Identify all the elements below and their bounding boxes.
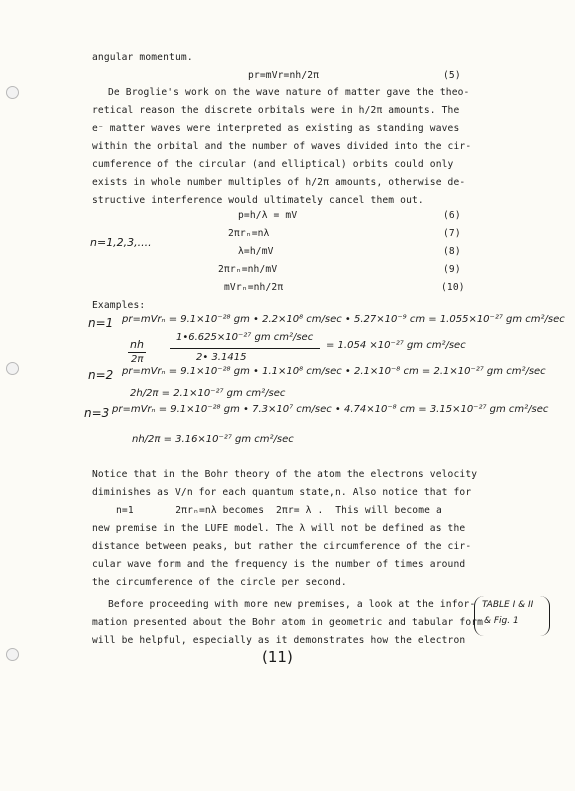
nh-fraction-top: nh [130,338,144,351]
nh-denominator: 2• 3.1415 [196,352,247,363]
paragraph-1-line: e⁻ matter waves were interpreted as existing as standing waves [92,123,460,134]
example-n1-equation: pr=mVrₙ = 9.1×10⁻²⁸ gm • 2.2×10⁸ cm/sec • 5.27×10⁻⁹ cm = 1.055×10⁻²⁷ gm cm²/sec [122,314,565,325]
example-n1-label: n=1 [88,316,114,330]
nh-numerator: 1•6.625×10⁻²⁷ gm cm²/sec [176,332,314,343]
nh-result: = 1.054 ×10⁻²⁷ gm cm²/sec [326,340,466,351]
nh-fraction-bar [128,352,146,353]
paragraph-2-line: new premise in the LUFE model. The λ will not be defined as the [92,523,466,534]
equation-8-number: (8) [443,246,461,257]
equation-5-number: (5) [443,70,461,81]
punch-hole-bottom [6,648,19,661]
example-n2-equation: pr=mVrₙ = 9.1×10⁻²⁸ gm • 1.1×10⁸ cm/sec • 2.1×10⁻⁸ cm = 2.1×10⁻²⁷ gm cm²/sec [122,366,546,377]
punch-hole-top [6,86,19,99]
punch-hole-middle [6,362,19,375]
example-n3-nh: nh/2π = 3.16×10⁻²⁷ gm cm²/sec [132,434,294,445]
equation-7: 2πrₙ=nλ [228,228,270,239]
example-n2-nh: 2h/2π = 2.1×10⁻²⁷ gm cm²/sec [130,388,286,399]
paragraph-1-line: De Broglie's work on the wave nature of matter gave the theo- [108,87,470,98]
paragraph-2-line: the circumference of the circle per second. [92,577,347,588]
equation-6: p=h/λ = mV [238,210,298,221]
equation-6-number: (6) [443,210,461,221]
margin-note-line: & Fig. 1 [484,616,519,626]
equation-10: mVrₙ=nh/2π [224,282,284,293]
paragraph-1-line: exists in whole number multiples of h/2π amounts, otherwise de- [92,177,466,188]
paragraph-3-line: mation presented about the Bohr atom in geometric and tabular form [92,617,484,628]
paragraph-1-line: within the orbital and the number of waves divided into the cir- [92,141,472,152]
equation-5: pr=mVr=nh/2π [248,70,320,81]
page-number: (11) [262,648,293,666]
n-values-label: n=1,2,3,.... [90,236,152,249]
paragraph-2-line: Notice that in the Bohr theory of the atom the electrons velocity [92,469,478,480]
equation-9-number: (9) [443,264,461,275]
paragraph-1-line: structive interference would ultimately cancel them out. [92,195,424,206]
paragraph-2-line: diminishes as V/n for each quantum state,n. Also notice that for [92,487,472,498]
paragraph-2-line: n=1 2πrₙ=nλ becomes 2πr= λ . This will become a [116,505,442,516]
example-n3-equation: pr=mVrₙ = 9.1×10⁻²⁸ gm • 7.3×10⁷ cm/sec • 4.74×10⁻⁸ cm = 3.15×10⁻²⁷ gm cm²/sec [112,404,549,415]
paragraph-1-line: retical reason the discrete orbitals were in h/2π amounts. The [92,105,460,116]
equation-8: λ=h/mV [238,246,274,257]
nh-fraction-bottom: 2π [131,354,144,365]
equation-7-number: (7) [443,228,461,239]
margin-note-line: TABLE I & II [482,600,534,610]
intro-line: angular momentum. [92,52,193,63]
paragraph-3-line: will be helpful, especially as it demonstrates how the electron [92,635,466,646]
equation-9: 2πrₙ=nh/mV [218,264,278,275]
equation-10-number: (10) [441,282,465,293]
nh-main-fraction-bar [170,348,320,349]
example-n2-label: n=2 [88,368,114,382]
paragraph-2-line: cular wave form and the frequency is the number of times around [92,559,466,570]
example-n3-label: n=3 [84,406,110,420]
paragraph-3-line: Before proceeding with more new premises, a look at the infor- [108,599,476,610]
examples-label: Examples: [92,300,146,311]
paragraph-2-line: distance between peaks, but rather the circumference of the cir- [92,541,472,552]
paragraph-1-line: cumference of the circular (and elliptical) orbits could only [92,159,454,170]
